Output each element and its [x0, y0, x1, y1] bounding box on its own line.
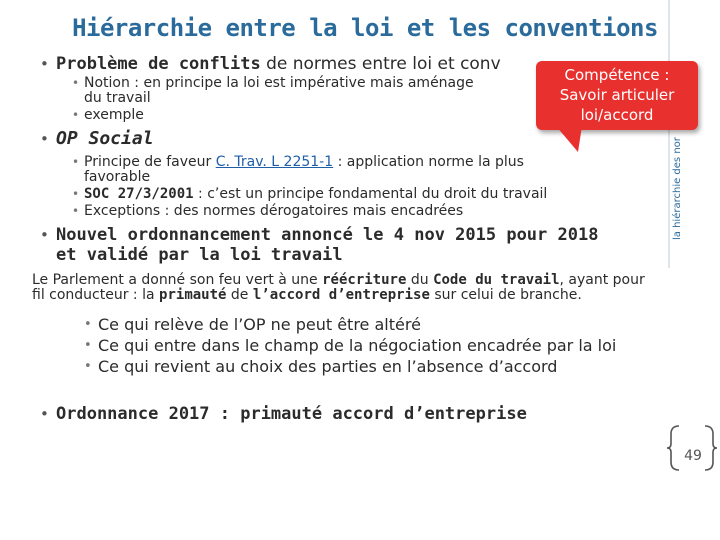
callout-tail	[556, 126, 582, 152]
bullet-ordonnance-2017	[40, 404, 665, 424]
sub-principe-faveur	[72, 155, 665, 185]
sub-notion-line1: Notion : en principe la loi est impérative mais aménage	[84, 75, 474, 91]
para-b4: l’accord d’entreprise	[252, 287, 430, 303]
para-p4: de	[226, 287, 253, 303]
sub-principe-suffix: : application norme la plus	[333, 154, 524, 170]
para-b2: Code du travail	[433, 272, 560, 288]
para-p3: , ayant pour fil conducteur : la	[32, 272, 645, 303]
side-divider	[668, 0, 670, 268]
sub-exemple: • exemple	[72, 108, 665, 123]
sub-exceptions: • Exceptions : des normes dérogatoires mais encadrées	[72, 204, 665, 219]
bullet-op-social-label: OP Social	[56, 128, 154, 149]
sub-point: • Ce qui revient au choix des parties en l’absence d’accord	[84, 357, 658, 376]
sub-point: • Ce qui entre dans le champ de la négociation encadrée par la loi	[84, 336, 658, 355]
parlement-paragraph	[32, 273, 652, 303]
bullet-ordonnance-2017-text: Ordonnance 2017 : primauté accord d’entreprise	[56, 404, 527, 424]
sub-soc-rest: : c’est un principe fondamental du droit du travail	[193, 186, 548, 202]
sub-soc	[72, 187, 665, 202]
bullet-conflits-bold: Problème de conflits	[56, 54, 261, 74]
competence-callout	[536, 61, 698, 130]
para-p2: du	[406, 272, 434, 288]
sub-notion-line2: du travail	[84, 90, 151, 106]
callout-line3: loi/accord	[580, 106, 654, 124]
bullet-ordonnancement-line1: Nouvel ordonnancement annoncé le 4 nov 2015 pour 2018	[56, 225, 599, 245]
slide-title: Hiérarchie entre la loi et les conventions	[72, 14, 658, 42]
code-travail-link[interactable]: C. Trav. L 2251-1	[215, 154, 334, 170]
para-b1: réécriture	[322, 272, 407, 288]
sub-principe-line2: favorable	[84, 169, 151, 185]
sub-soc-bold: SOC 27/3/2001	[84, 186, 194, 202]
bullet-ordonnancement	[40, 225, 665, 265]
bullet-conflits-rest: de normes entre loi et conv	[260, 54, 501, 74]
para-b3: primauté	[159, 287, 227, 303]
sub-point: • Ce qui relève de l’OP ne peut être altéré	[84, 315, 658, 334]
callout-line1: Compétence :	[564, 66, 670, 84]
bullet-ordonnancement-line2: et validé par la loi travail	[56, 245, 343, 265]
page-number: 49	[684, 448, 702, 464]
sub-points-list	[40, 315, 665, 376]
sub-principe-prefix: Principe de faveur	[84, 154, 216, 170]
side-label: la hiérarchie des nor	[672, 137, 683, 240]
callout-line2: Savoir articuler	[559, 86, 675, 104]
para-p1: Le Parlement a donné son feu vert à une	[32, 272, 323, 288]
para-p5: sur celui de branche.	[429, 287, 582, 303]
